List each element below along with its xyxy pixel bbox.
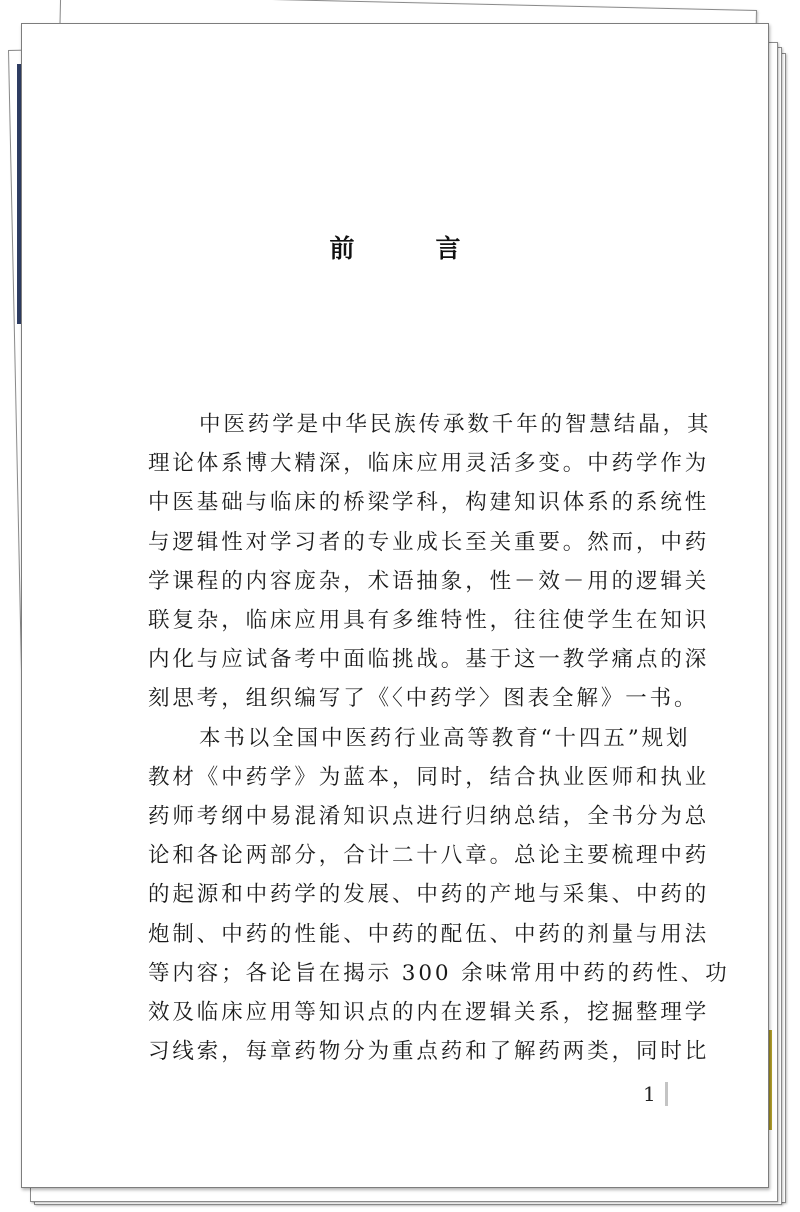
text-line: 内化与应试备考中面临挑战。基于这一教学痛点的深 <box>148 647 710 673</box>
preface-body <box>148 405 730 1071</box>
text-line: 习线索，每章药物分为重点药和了解药两类，同时比 <box>148 1039 710 1065</box>
text-line: 中医基础与临床的桥梁学科，构建知识体系的系统性 <box>148 490 710 516</box>
page-title: 前 言 <box>329 234 489 263</box>
text-line: 论和各论两部分，合计二十八章。总论主要梳理中药 <box>148 843 710 869</box>
text-line: 效及临床应用等知识点的内在逻辑关系，挖掘整理学 <box>148 1000 710 1026</box>
text-line: 与逻辑性对学习者的专业成长至关重要。然而，中药 <box>148 529 710 555</box>
text-line: 教材《中药学》为蓝本，同时，结合执业医师和执业 <box>148 764 710 790</box>
text-line: 本书以全国中医药行业高等教育“十四五”规划 <box>199 725 691 751</box>
document-page <box>21 23 769 1188</box>
page-number: 1 <box>643 1082 656 1106</box>
text-line: 中医药学是中华民族传承数千年的智慧结晶，其 <box>199 412 712 437</box>
text-line: 的起源和中药学的发展、中药的产地与采集、中药的 <box>148 882 710 908</box>
text-line: 刻思考，组织编写了《〈中药学〉图表全解》一书。 <box>148 686 699 712</box>
text-line: 药师考纲中易混淆知识点进行归纳总结，全书分为总 <box>148 804 710 830</box>
page-number-divider <box>665 1082 668 1106</box>
text-line: 理论体系博大精深，临床应用灵活多变。中药学作为 <box>148 451 710 477</box>
text-line: 学课程的内容庞杂，术语抽象，性－效－用的逻辑关 <box>148 568 710 594</box>
text-line: 等内容；各论旨在揭示 300 余味常用中药的药性、功 <box>148 960 730 986</box>
text-line: 联复杂，临床应用具有多维特性，往往使学生在知识 <box>148 608 710 634</box>
text-line: 炮制、中药的性能、中药的配伍、中药的剂量与用法 <box>148 921 710 947</box>
